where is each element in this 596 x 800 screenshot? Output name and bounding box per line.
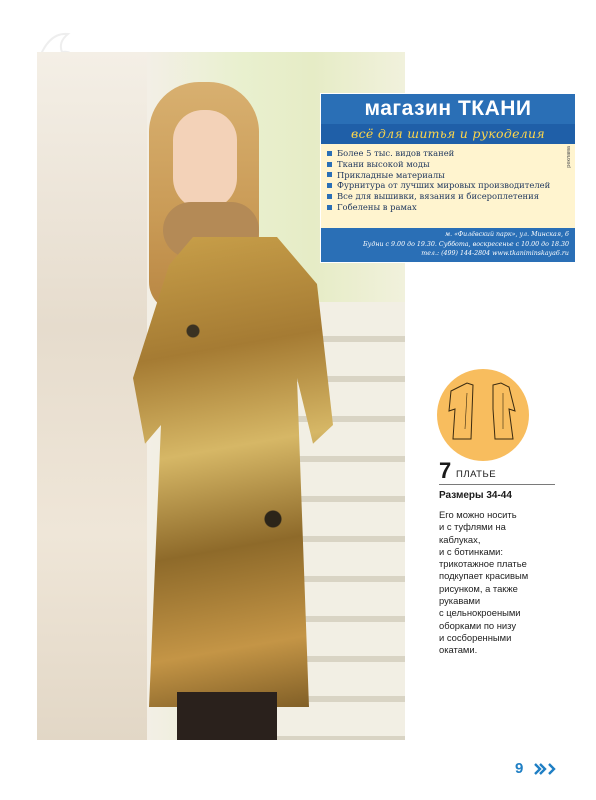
bullet-icon [327, 205, 332, 210]
bullet-icon [327, 194, 332, 199]
bullet-icon [327, 183, 332, 188]
ad-phone-web[interactable]: тел.: (499) 144-2804 www.tkaniminskaya6.ru [421, 250, 569, 257]
description-line: каблуках, [439, 533, 481, 545]
page-number: 9 [515, 760, 524, 777]
ad-list-item: Ткани высокой моды [327, 159, 575, 170]
ad-contacts [321, 228, 575, 262]
caption-divider [439, 484, 555, 485]
ad-title: магазин ТКАНИ [364, 97, 532, 120]
bullet-icon [327, 162, 332, 167]
item-sizes: Размеры 34-44 [439, 490, 512, 501]
item-label: ПЛАТЬЕ [456, 469, 497, 480]
bullet-icon [327, 151, 332, 156]
ad-address: м. «Филёвский парк», ул. Минская, 6 [444, 231, 569, 238]
dress-sketch-icon [437, 369, 529, 461]
description-line: рисунком, а также [439, 582, 518, 594]
description-line: Его можно носить [439, 509, 517, 520]
ad-list-item: Прикладные материалы [327, 170, 575, 181]
description-line: окатами. [439, 644, 478, 656]
ad-hours: Будни с 9.00 до 19.30. Суббота, воскресенье с 10.00 до 18.30 [363, 240, 569, 248]
fabric-store-ad[interactable] [320, 93, 576, 263]
marble-wall [37, 52, 147, 740]
ad-list-item: Фурнитура от лучших мировых производителей [327, 180, 575, 191]
ad-list-item: Все для вышивки, вязания и бисероплетения [327, 191, 575, 202]
double-chevron-right-icon[interactable] [533, 762, 547, 776]
description-line: и сосборенными [439, 631, 512, 643]
description-line: оборками по низу [439, 619, 517, 631]
model-face [173, 110, 237, 210]
bullet-icon [327, 172, 332, 177]
ad-header [321, 94, 575, 124]
dress-sketch-drawing [437, 369, 529, 461]
ad-tagline: всё для шитья и рукоделия [321, 124, 575, 144]
chevron-right-icon[interactable] [546, 762, 560, 776]
description-line: и с туфлями на [439, 521, 506, 533]
model-legs [177, 692, 277, 740]
description-line: и с ботинками: [439, 545, 504, 557]
description-line: подкупает красивым [439, 570, 529, 582]
item-number: 7 [439, 458, 452, 483]
ad-label: реклама [566, 146, 572, 168]
ad-list-item: Более 5 тыс. видов тканей [327, 148, 575, 159]
item-description [439, 509, 559, 657]
description-line: рукавами [439, 595, 481, 607]
description-line: трикотажное платье [439, 558, 527, 570]
description-line: с цельнокроеными [439, 607, 521, 619]
ad-list-item: Гобелены в рамах [327, 202, 575, 213]
ad-list [321, 148, 575, 213]
